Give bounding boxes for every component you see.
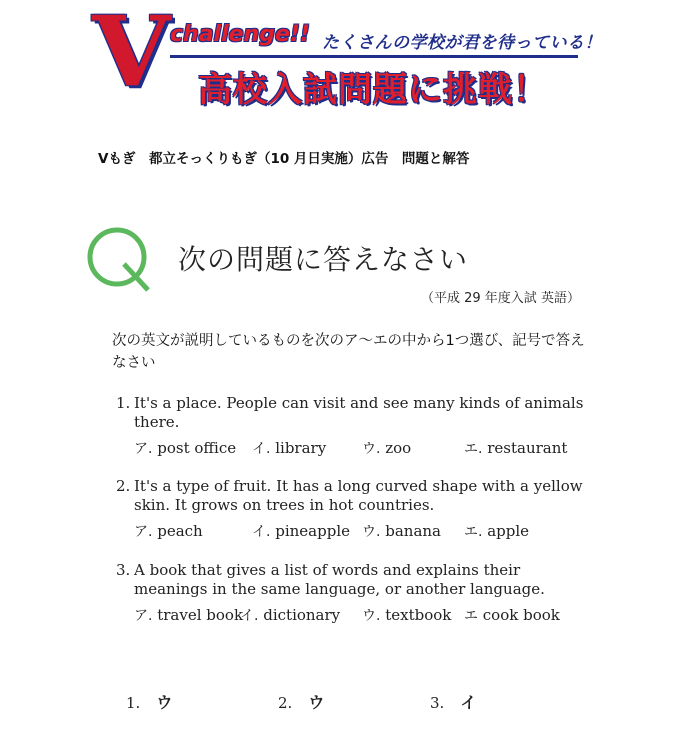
choice-list	[134, 521, 586, 543]
instructions: 次の英文が説明しているものを次のア～エの中から1つ選び、記号で答えなさい	[112, 333, 585, 371]
choice-a: ア. travel book	[134, 606, 244, 624]
answer-1: 1. ウ	[126, 693, 173, 712]
choice-e: エ cook book	[464, 606, 560, 624]
question-text: It's a place. People can visit and see many kinds of animals there.	[134, 394, 584, 431]
question-text: It's a type of fruit. It has a long curved shape with a yellow skin. It grows on trees in hot countries.	[134, 477, 583, 514]
choice-i: イ. library	[252, 439, 327, 457]
choice-u: ウ. zoo	[362, 439, 412, 457]
choice-i: イ. dictionary	[240, 606, 341, 624]
question-number: 1.	[116, 394, 131, 412]
choice-list	[134, 605, 586, 627]
choice-list	[134, 438, 586, 460]
banner-divider	[170, 55, 578, 58]
choice-e: エ. restaurant	[464, 439, 568, 457]
question-2	[116, 477, 586, 543]
logo-challenge-word: challenge!!	[170, 22, 310, 47]
question-text: A book that gives a list of words and explains their meanings in the same language, or another language.	[134, 561, 545, 598]
answer-2: 2. ウ	[278, 693, 325, 712]
choice-a: ア. post office	[134, 439, 237, 457]
choice-i: イ. pineapple	[252, 522, 350, 540]
question-3	[116, 561, 586, 627]
source-note: （平成 29 年度入試 英語）	[421, 291, 580, 306]
question-number: 3.	[116, 561, 131, 579]
q-icon	[84, 224, 154, 294]
choice-a: ア. peach	[134, 522, 203, 540]
ad-subtitle: Vもぎ 都立そっくりもぎ（10 月日実施）広告 問題と解答	[98, 151, 470, 167]
choice-e: エ. apple	[464, 522, 530, 540]
choice-u: ウ. banana	[362, 522, 441, 540]
logo-v-letter: V	[92, 0, 169, 108]
question-number: 2.	[116, 477, 131, 495]
banner-title: 高校入試問題に挑戦！	[198, 70, 548, 110]
question-title: 次の問題に答えなさい	[178, 243, 469, 276]
answer-3: 3. イ	[430, 693, 477, 712]
choice-u: ウ. textbook	[362, 606, 452, 624]
question-1	[116, 394, 586, 460]
banner-tagline: たくさんの学校が君を待っている！	[322, 33, 602, 53]
